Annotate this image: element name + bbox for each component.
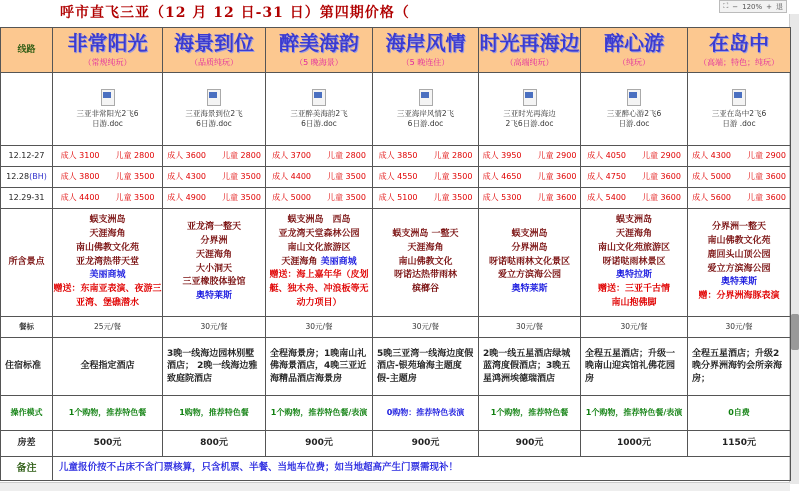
ops-cell: 1购物，推荐特色餐 xyxy=(163,396,266,431)
spot-item: 亚龙湾天堂森林公园 xyxy=(278,228,360,239)
price-cell: 成人 4400 儿童 3500 xyxy=(266,167,373,188)
row-label: 备注 xyxy=(1,457,53,481)
doc-attachment[interactable] xyxy=(53,73,163,146)
doc-attachment[interactable] xyxy=(479,73,581,146)
route-header xyxy=(688,28,791,73)
meal-cell: 30元/餐 xyxy=(163,317,266,338)
ops-cell: 0自费 xyxy=(688,396,791,431)
spots-cell xyxy=(266,209,373,317)
room-diff-cell: 800元 xyxy=(163,431,266,457)
spot-item: 亚龙湾热带天堂 xyxy=(75,256,139,267)
route-subtitle: （高端；特色；纯玩） xyxy=(699,57,779,67)
spot-item: 槟榔谷 xyxy=(411,284,439,295)
page-title: 呼市直飞三亚（12 月 12 日-31 日）第四期价格（ xyxy=(60,5,410,21)
route-name: 海景到位 xyxy=(174,30,254,55)
route-header xyxy=(53,28,163,73)
ops-cell: 1个购物，推荐特色餐 xyxy=(53,396,163,431)
price-cell: 成人 3700 儿童 2800 xyxy=(266,146,373,167)
spot-item: 南山文化苑旅游区 xyxy=(597,242,670,253)
row-label: 所含景点 xyxy=(1,209,53,317)
lodging-cell: 2晚一线五星酒店绿城蓝湾度假酒店；3晚五星鸿洲埃德瑞酒店 xyxy=(479,338,581,396)
price-cell: 成人 4650 儿童 3600 xyxy=(479,167,581,188)
price-cell: 成人 5400 儿童 3600 xyxy=(581,188,688,209)
route-subtitle: （5 晚海景） xyxy=(295,57,343,67)
price-cell: 成人 5000 儿童 3500 xyxy=(266,188,373,209)
fit-icon[interactable]: ⛶ xyxy=(723,2,729,10)
zoom-toolbar xyxy=(719,0,787,13)
price-row xyxy=(1,167,791,188)
price-cell: 成人 4050 儿童 2900 xyxy=(581,146,688,167)
doc-filename[interactable]: 三亚非常阳光2飞6日游.doc xyxy=(76,108,139,128)
exit-button[interactable]: 退 xyxy=(776,2,783,11)
price-cell: 成人 3100 儿童 2800 xyxy=(53,146,163,167)
spots-cell xyxy=(688,209,791,317)
spot-item: 呀诺哒雨林文化景区 xyxy=(488,256,570,267)
row-lodging xyxy=(1,338,791,396)
price-cell: 成人 3850 儿童 2800 xyxy=(373,146,479,167)
room-diff-cell: 900元 xyxy=(266,431,373,457)
spot-item: 蜈支洲岛 西岛 xyxy=(287,214,351,225)
route-subtitle: （高端纯玩） xyxy=(505,57,554,67)
price-cell: 成人 5100 儿童 3500 xyxy=(373,188,479,209)
row-label: 房差 xyxy=(1,431,53,457)
spot-item: 爱立方滨海公园 xyxy=(707,263,771,274)
spot-item: 鹿回头山顶公园 xyxy=(707,249,771,260)
ops-cell: 1个购物，推荐特色餐/表演 xyxy=(266,396,373,431)
row-label: 操作模式 xyxy=(1,396,53,431)
spot-item: 赠送：三亚千古情 xyxy=(597,284,670,295)
spot-item: 三亚橡胶体验馆 xyxy=(182,277,246,288)
spot-item: 南山佛教文化苑 xyxy=(75,242,139,253)
lodging-cell: 全程指定酒店 xyxy=(53,338,163,396)
price-cell: 成人 5600 儿童 3600 xyxy=(688,188,791,209)
room-diff-cell: 900元 xyxy=(479,431,581,457)
doc-attachment[interactable] xyxy=(688,73,791,146)
spot-item: 美丽商城 xyxy=(89,270,126,281)
spot-item: 天涯海角 xyxy=(195,249,232,260)
spot-item: 蜈支洲岛 xyxy=(511,228,548,239)
doc-filename[interactable]: 三亚醉美海韵2飞6日游.doc xyxy=(290,108,348,128)
word-doc-icon xyxy=(523,89,537,106)
row-label: 线路 xyxy=(1,28,53,73)
route-subtitle: （5 晚连住） xyxy=(401,57,450,67)
lodging-cell: 全程五星酒店；升级2晚分界洲海钓会所亲海房； xyxy=(688,338,791,396)
room-diff-cell: 900元 xyxy=(373,431,479,457)
route-name: 在岛中 xyxy=(709,30,769,55)
meal-cell: 25元/餐 xyxy=(53,317,163,338)
spot-item: 呀诺哒雨林景区 xyxy=(602,256,666,267)
word-doc-icon xyxy=(419,89,433,106)
price-cell: 成人 5300 儿童 3600 xyxy=(479,188,581,209)
route-subtitle: （纯玩） xyxy=(618,57,650,67)
word-doc-icon xyxy=(732,89,746,106)
price-cell: 成人 3800 儿童 3500 xyxy=(53,167,163,188)
spot-item: 奥特拉斯 xyxy=(615,270,652,281)
price-row xyxy=(1,146,791,167)
route-name: 醉心游 xyxy=(604,30,664,55)
doc-filename[interactable]: 三亚在岛中2飞6日游 .doc xyxy=(711,108,767,128)
lodging-cell: 全程海景房；1晚南山礼佛海景酒店，4晚三亚近海精品酒店海景房 xyxy=(266,338,373,396)
route-name: 海岸风情 xyxy=(385,30,466,55)
price-table xyxy=(0,27,791,481)
spot-item: 爱立方滨海公园 xyxy=(497,270,561,281)
meal-cell: 30元/餐 xyxy=(266,317,373,338)
row-label: 住宿标准 xyxy=(1,338,53,396)
spot-item: 蜈支洲岛 xyxy=(615,214,652,225)
price-row xyxy=(1,188,791,209)
spot-item: 赠：分界洲海豚表演 xyxy=(698,291,780,302)
price-cell: 成人 4550 儿童 3500 xyxy=(373,167,479,188)
spot-item: 奥特莱斯 xyxy=(195,291,232,302)
spot-item: 奥特莱斯 xyxy=(511,284,548,295)
doc-filename[interactable]: 三亚海岸风情2飞6日游.doc xyxy=(396,108,455,128)
spot-item: 天涯海角 美丽商城 xyxy=(281,256,357,267)
doc-filename[interactable]: 三亚时光再海边2飞6日游.doc xyxy=(503,108,556,128)
word-doc-icon xyxy=(207,89,221,106)
spot-item: 南山佛教文化 xyxy=(398,256,453,267)
row-docs xyxy=(1,73,791,146)
route-header xyxy=(373,28,479,73)
route-name: 非常阳光 xyxy=(67,30,148,55)
route-header xyxy=(581,28,688,73)
ops-cell: 1个购物，推荐特色餐 xyxy=(479,396,581,431)
route-name: 醉美海韵 xyxy=(279,30,359,55)
doc-attachment[interactable] xyxy=(266,73,373,146)
zoom-out-button[interactable]: − xyxy=(732,2,739,11)
date-range: 12.12-27 xyxy=(1,146,53,167)
spot-item: 分界洲一整天 xyxy=(711,221,766,232)
spot-item: 奥特莱斯 xyxy=(720,277,757,288)
word-doc-icon xyxy=(627,89,641,106)
route-header xyxy=(266,28,373,73)
zoom-in-button[interactable]: + xyxy=(766,2,772,11)
doc-attachment[interactable] xyxy=(581,73,688,146)
route-subtitle: （常规纯玩） xyxy=(83,57,132,67)
meal-cell: 30元/餐 xyxy=(373,317,479,338)
doc-filename[interactable]: 三亚海景到位2飞6日游.doc xyxy=(185,108,243,128)
doc-filename[interactable]: 三亚醉心游2飞6日游.doc xyxy=(606,108,662,128)
route-header xyxy=(163,28,266,73)
spot-item: 分界洲 xyxy=(200,235,228,246)
date-range: 12.29-31 xyxy=(1,188,53,209)
row-label: 餐标 xyxy=(1,317,53,338)
spot-item: 蜈支洲岛 xyxy=(89,214,126,225)
spot-item: 天涯海角 xyxy=(89,228,126,239)
spot-item: 亚龙湾一整天 xyxy=(186,221,241,232)
row-spots xyxy=(1,209,791,317)
price-cell: 成人 3950 儿童 2900 xyxy=(479,146,581,167)
row-route xyxy=(1,28,791,73)
word-doc-icon xyxy=(101,89,115,106)
ops-cell: 0购物：推荐特色表演 xyxy=(373,396,479,431)
spot-item: 呀诺达热带雨林 xyxy=(393,270,457,281)
ops-cell: 1个购物，推荐特色餐/表演 xyxy=(581,396,688,431)
meal-cell: 30元/餐 xyxy=(581,317,688,338)
price-cell: 成人 4300 儿童 2900 xyxy=(688,146,791,167)
price-cell: 成人 3600 儿童 2800 xyxy=(163,146,266,167)
date-range: 12.28(BH) xyxy=(1,167,53,188)
room-diff-cell: 500元 xyxy=(53,431,163,457)
doc-attachment[interactable] xyxy=(373,73,479,146)
spots-cell xyxy=(581,209,688,317)
meal-cell: 30元/餐 xyxy=(688,317,791,338)
row-ops xyxy=(1,396,791,431)
price-cell: 成人 4300 儿童 3500 xyxy=(163,167,266,188)
price-cell: 成人 4900 儿童 3500 xyxy=(163,188,266,209)
note-text: 儿童报价按不占床不含门票核算，只含机票、半餐、当地车位费；如当地超高产生门票需现补！ xyxy=(53,457,791,481)
spots-cell xyxy=(163,209,266,317)
status-bar xyxy=(0,482,790,491)
meal-cell: 30元/餐 xyxy=(479,317,581,338)
scrollbar-thumb[interactable] xyxy=(791,314,799,350)
price-cell: 成人 4400 儿童 3500 xyxy=(53,188,163,209)
price-cell: 成人 4750 儿童 3600 xyxy=(581,167,688,188)
spot-item: 天涯海角 xyxy=(615,228,652,239)
spots-cell xyxy=(53,209,163,317)
row-note xyxy=(1,457,791,481)
spot-item: 赠送：东南亚表演、夜游三亚湾、堡礁潜水 xyxy=(53,284,162,309)
spot-item: 蜈支洲岛 一整天 xyxy=(392,228,459,239)
zoom-level[interactable]: 120% xyxy=(742,2,763,11)
spots-cell xyxy=(479,209,581,317)
word-doc-icon xyxy=(312,89,326,106)
room-diff-cell: 1150元 xyxy=(688,431,791,457)
room-diff-cell: 1000元 xyxy=(581,431,688,457)
lodging-cell: 全程五星酒店；升级一晚南山迎宾馆礼佛花园房 xyxy=(581,338,688,396)
row-room xyxy=(1,431,791,457)
route-subtitle: （品质纯玩） xyxy=(190,57,238,67)
lodging-cell: 3晚一线海边园林别墅酒店； 2晚一线海边雅致庭院酒店 xyxy=(163,338,266,396)
doc-attachment[interactable] xyxy=(163,73,266,146)
spot-item: 赠送：海上嘉年华（皮划艇、独木舟、冲浪板等无动力项目） xyxy=(269,270,369,309)
price-cell: 成人 5000 儿童 3600 xyxy=(688,167,791,188)
spot-item: 南山佛教文化苑 xyxy=(707,235,771,246)
route-name: 时光再海边 xyxy=(479,30,580,55)
spot-item: 分界洲岛 xyxy=(511,242,548,253)
spot-item: 南山抱佛脚 xyxy=(611,298,657,309)
spot-item: 大小洞天 xyxy=(195,263,232,274)
row-meal xyxy=(1,317,791,338)
spot-item: 天涯海角 xyxy=(407,242,444,253)
spot-item: 南山文化旅游区 xyxy=(287,242,351,253)
spots-cell xyxy=(373,209,479,317)
route-header xyxy=(479,28,581,73)
lodging-cell: 5晚三亚湾一线海边度假酒店-银苑瑜海主题度假-主题房 xyxy=(373,338,479,396)
